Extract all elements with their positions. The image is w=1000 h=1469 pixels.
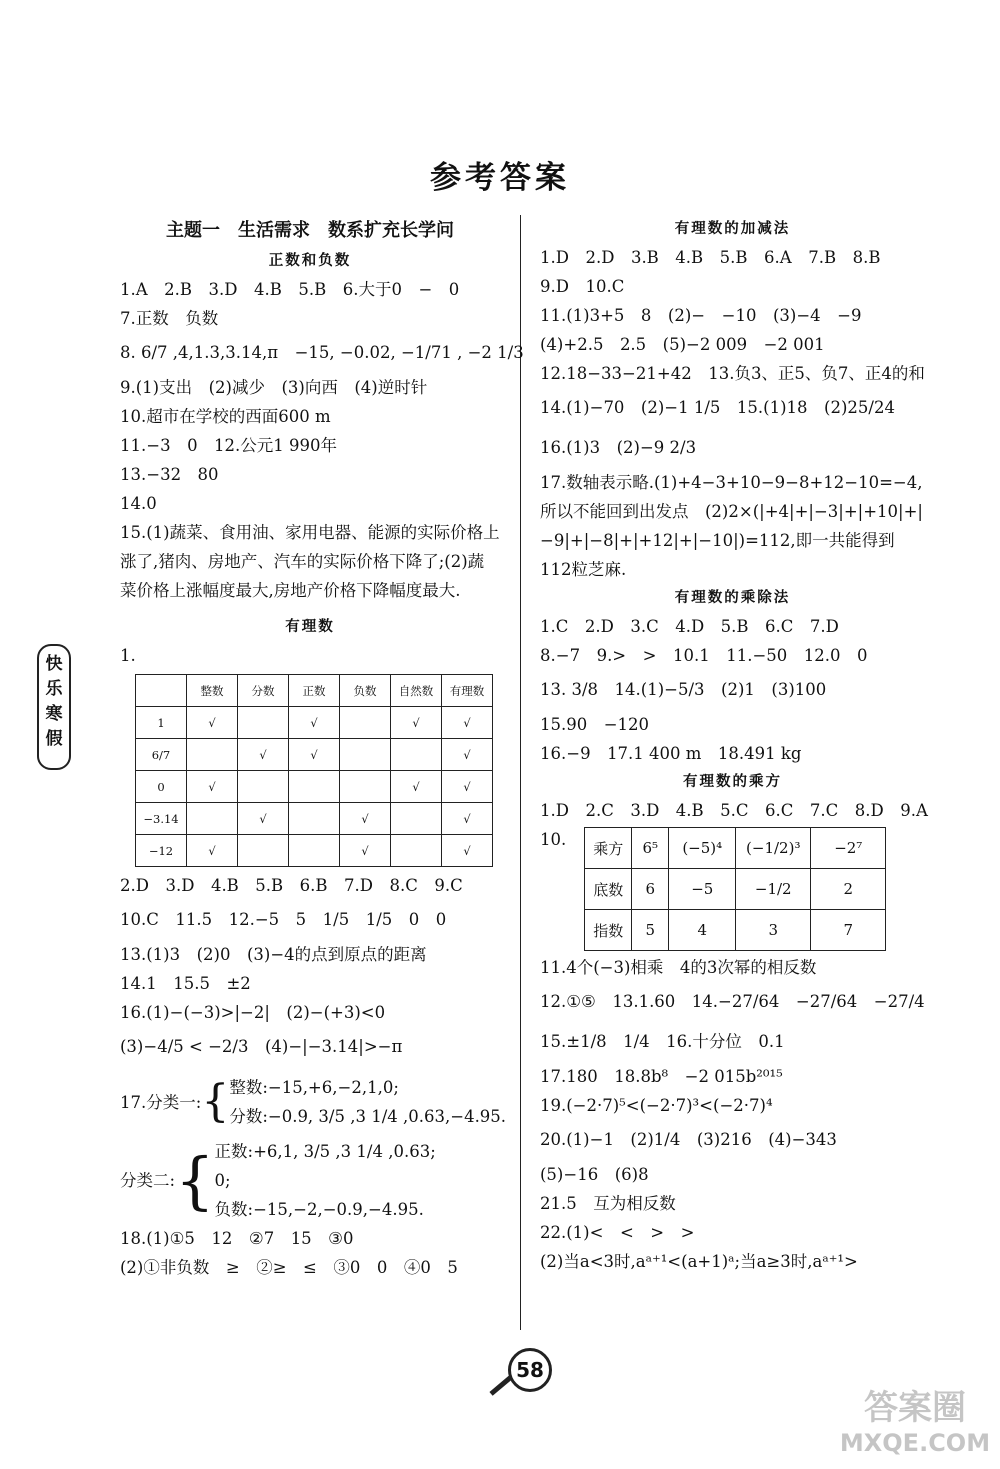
table-cell: √ (442, 771, 493, 803)
section-heading: 有理数的乘方 (683, 773, 782, 790)
answer-line: 9.(1)支出 (2)减少 (3)向西 (4)逆时针 (120, 378, 428, 397)
table-cell (238, 707, 289, 739)
table-cell: 有理数 (442, 675, 493, 707)
table-cell: √ (391, 771, 442, 803)
table-cell: 6/7 (136, 739, 187, 771)
answer-line: 13.−32 80 (120, 465, 219, 484)
watermark-url: MXQE.COM (839, 1429, 991, 1457)
answer-line: 19.(−2·7)⁵<(−2·7)³<(−2·7)⁴ (540, 1096, 773, 1115)
answer-line: 10.超市在学校的西面600 m (120, 407, 331, 426)
page-title: 参考答案 (430, 160, 570, 196)
table-cell: 1 (136, 707, 187, 739)
answer-line: 7.正数 负数 (120, 309, 219, 328)
answer-line: 负数:−15,−2,−0.9,−4.95. (214, 1200, 424, 1219)
answer-line: 14.(1)−70 (2)−1 1/5 15.(1)18 (2)25/24 (540, 398, 895, 417)
table-cell: 底数 (585, 869, 632, 910)
answer-line: 14.0 (120, 494, 157, 513)
answer-line: 15.90 −120 (540, 715, 650, 734)
sidebar-char: 寒 (45, 704, 63, 724)
answer-line: 8. 6/7 ,4,1.3,3.14,π −15, −0.02, −1/71 , −2 1/3 (120, 343, 524, 362)
table-cell: (−5)⁴ (669, 828, 736, 869)
table-cell (340, 739, 391, 771)
table-cell (187, 739, 238, 771)
answer-line: 9.D 10.C (540, 277, 625, 296)
classification-table (135, 674, 493, 867)
table-cell: −3.14 (136, 803, 187, 835)
classification-items (229, 1073, 506, 1131)
column-divider (520, 215, 521, 1330)
power-table-block (540, 825, 925, 953)
table-cell: 2 (811, 869, 886, 910)
answer-line: 22.(1)< < > > (540, 1223, 695, 1242)
classification-items (215, 1137, 436, 1224)
answer-line: 1.C 2.D 3.C 4.D 5.B 6.C 7.D (540, 617, 839, 636)
table-cell (136, 675, 187, 707)
classification-one (120, 1073, 507, 1131)
classification-label: 17.分类一: (120, 1092, 202, 1112)
table-cell: √ (442, 803, 493, 835)
answer-line: 14.1 15.5 ±2 (120, 974, 251, 993)
answer-line: (2)当a<3时,aᵃ⁺¹<(a+1)ᵃ;当a≥3时,aᵃ⁺¹> (540, 1252, 858, 1271)
classification-two (120, 1137, 500, 1224)
table-cell: 整数 (187, 675, 238, 707)
answer-line: 整数:−15,+6,−2,1,0; (229, 1078, 399, 1097)
answer-line: 11.−3 0 12.公元1 990年 (120, 436, 338, 455)
table-cell: √ (442, 707, 493, 739)
brace-icon: { (201, 1076, 230, 1127)
power-table (584, 827, 886, 951)
table-row (136, 707, 493, 739)
answer-line: 10.C 11.5 12.−5 5 1/5 1/5 0 0 (120, 910, 447, 929)
table-row (585, 828, 886, 869)
table-cell: 分数 (238, 675, 289, 707)
table-cell: 负数 (340, 675, 391, 707)
table-cell: 7 (811, 910, 886, 951)
answer-line: 0; (214, 1171, 231, 1190)
answer-line: 1. (120, 646, 136, 665)
answer-line: 17.180 18.8b⁸ −2 015b²⁰¹⁵ (540, 1067, 783, 1086)
answer-line: 16.−9 17.1 400 m 18.491 kg (540, 744, 802, 763)
table-cell: 0 (136, 771, 187, 803)
table-cell: √ (289, 707, 340, 739)
table-cell (289, 803, 340, 835)
table-cell (187, 803, 238, 835)
sidebar-char: 乐 (45, 679, 63, 699)
table-cell: −12 (136, 835, 187, 867)
table-cell (340, 771, 391, 803)
table-cell (391, 739, 442, 771)
table-cell (391, 803, 442, 835)
sidebar-badge (37, 644, 71, 770)
table-cell: √ (442, 739, 493, 771)
answer-line: 21.5 互为相反数 (540, 1194, 676, 1213)
left-column (120, 215, 524, 1282)
table-cell: √ (340, 835, 391, 867)
table-cell: √ (289, 739, 340, 771)
table-cell (238, 771, 289, 803)
answer-paragraph: 15.(1)蔬菜、食用油、家用电器、能源的实际价格上涨了,猪肉、房地产、汽车的实际价格下降了;(2)蔬菜价格上涨幅度最大,房地产价格下降幅度最大. (120, 523, 500, 600)
answer-line: 11.(1)3+5 8 (2)− −10 (3)−4 −9 (540, 306, 862, 325)
table-row (585, 869, 886, 910)
table-cell: √ (238, 803, 289, 835)
answer-line: 13. 3/8 14.(1)−5/3 (2)1 (3)100 (540, 680, 827, 699)
table-cell: 6 (632, 869, 669, 910)
table-cell: 指数 (585, 910, 632, 951)
answer-line: 12.18−33−21+42 13.负3、正5、负7、正4的和 (540, 364, 925, 383)
answer-line: (3)−4/5 < −2/3 (4)−|−3.14|>−π (120, 1037, 403, 1056)
answer-line: 1.A 2.B 3.D 4.B 5.B 6.大于0 − 0 (120, 280, 460, 299)
table-header-row (136, 675, 493, 707)
table-cell: 6⁵ (632, 828, 669, 869)
answer-line: 16.(1)−(−3)>|−2| (2)−(+3)<0 (120, 1003, 386, 1022)
classification-label: 分类二: (120, 1171, 176, 1190)
table-row (136, 739, 493, 771)
answer-line: 2.D 3.D 4.B 5.B 6.B 7.D 8.C 9.C (120, 876, 463, 895)
table-cell: √ (340, 803, 391, 835)
table-cell: √ (187, 835, 238, 867)
answer-line: 分数:−0.9, 3/5 ,3 1/4 ,0.63,−4.95. (229, 1107, 507, 1126)
sidebar-char: 假 (45, 729, 63, 749)
answer-line: 11.4个(−3)相乘 4的3次幂的相反数 (540, 958, 817, 977)
topic-heading: 主题一 生活需求 数系扩充长学问 (166, 220, 454, 241)
answer-line: (5)−16 (6)8 (540, 1165, 649, 1184)
answer-line: 18.(1)①5 12 ②7 15 ③0 (120, 1229, 354, 1248)
table-cell: (−1/2)³ (736, 828, 811, 869)
answer-line: 20.(1)−1 (2)1/4 (3)216 (4)−343 (540, 1130, 837, 1149)
section-heading: 有理数 (285, 618, 335, 635)
page-number: 58 (508, 1348, 552, 1392)
section-heading: 有理数的加减法 (674, 220, 791, 237)
answer-line: 1.D 2.D 3.B 4.B 5.B 6.A 7.B 8.B (540, 248, 881, 267)
answer-line: (2)①非负数 ≥ ②≥ ≤ ③0 0 ④0 5 (120, 1258, 458, 1277)
answer-line: 8.−7 9.> > 10.1 11.−50 12.0 0 (540, 646, 868, 665)
answer-line: 15.±1/8 1/4 16.十分位 0.1 (540, 1032, 785, 1051)
table-cell: −5 (669, 869, 736, 910)
table-cell: 乘方 (585, 828, 632, 869)
table-cell: −1/2 (736, 869, 811, 910)
answer-line: 正数:+6,1, 3/5 ,3 1/4 ,0.63; (214, 1142, 436, 1161)
watermark (830, 1380, 1000, 1466)
question-number: 10. (540, 830, 567, 849)
answer-line: 16.(1)3 (2)−9 2/3 (540, 438, 697, 457)
table-cell: √ (391, 707, 442, 739)
right-column (540, 215, 928, 1276)
table-cell: 3 (736, 910, 811, 951)
table-cell: 正数 (289, 675, 340, 707)
table-cell (391, 835, 442, 867)
table-row (136, 803, 493, 835)
sidebar-char: 快 (45, 654, 63, 674)
table-cell (289, 835, 340, 867)
answer-line: 13.(1)3 (2)0 (3)−4的点到原点的距离 (120, 945, 427, 964)
watermark-title: 答案圈 (864, 1388, 966, 1428)
table-cell: 自然数 (391, 675, 442, 707)
table-cell (289, 771, 340, 803)
table-row (136, 771, 493, 803)
table-cell: √ (238, 739, 289, 771)
answer-line: 12.①⑤ 13.1.60 14.−27/64 −27/64 −27/4 (540, 992, 925, 1011)
section-heading: 正数和负数 (268, 252, 352, 269)
table-cell: 4 (669, 910, 736, 951)
answer-paragraph: 17.数轴表示略.(1)+4−3+10−9−8+12−10=−4,所以不能回到出发点 (2)2×(|+4|+|−3|+|+10|+|−9|+|−8|+|+12|+|−10|)=112,即一共能得到112粒芝麻. (540, 473, 923, 579)
table-cell: √ (442, 835, 493, 867)
section-heading: 有理数的乘除法 (674, 589, 791, 606)
answer-line: 1.D 2.C 3.D 4.B 5.C 6.C 7.C 8.D 9.A (540, 801, 928, 820)
brace-icon: { (175, 1143, 215, 1217)
table-cell: 5 (632, 910, 669, 951)
answer-line: (4)+2.5 2.5 (5)−2 009 −2 001 (540, 335, 825, 354)
magnifier-handle-icon (489, 1375, 512, 1396)
table-cell (238, 835, 289, 867)
table-cell (340, 707, 391, 739)
table-row (585, 910, 886, 951)
table-cell: √ (187, 771, 238, 803)
table-cell: √ (187, 707, 238, 739)
table-cell: −2⁷ (811, 828, 886, 869)
table-row (136, 835, 493, 867)
